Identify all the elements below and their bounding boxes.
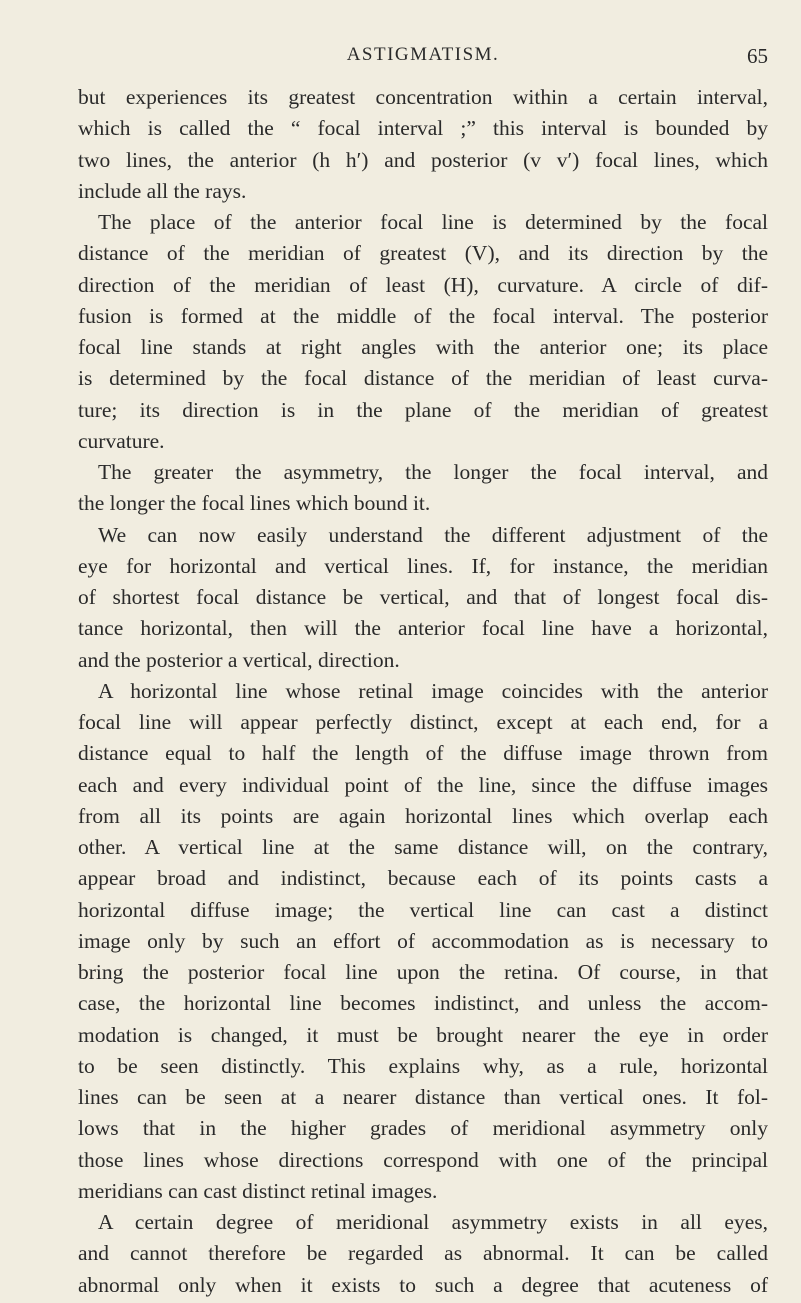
text-line: distance equal to half the length of the diffuse image thrown from xyxy=(78,741,768,766)
text-line: horizontal diffuse image; the vertical line can cast a distinct xyxy=(78,897,768,922)
running-head xyxy=(78,42,768,72)
text-line: focal line will appear perfectly distinct, except at each end, for a xyxy=(78,710,768,734)
body-text xyxy=(78,82,768,1301)
text-line: and cannot therefore be regarded as abnormal. It can be called xyxy=(78,1241,768,1266)
text-line: is determined by the focal distance of the meridian of least curva- xyxy=(78,366,768,391)
text-line: image only by such an effort of accommodation as is necessary to xyxy=(78,928,768,953)
text-line: appear broad and indistinct, because each of its points casts a xyxy=(78,866,768,891)
text-line: to be seen distinctly. This explains why, as a rule, horizontal xyxy=(78,1053,768,1078)
text-line: the longer the focal lines which bound it. xyxy=(78,491,431,516)
text-line: distance of the meridian of greatest (V), and its direction by the xyxy=(78,241,768,266)
text-line: which is called the “ focal interval ;” this interval is bounded by xyxy=(78,116,768,141)
text-line: modation is changed, it must be brought nearer the eye in order xyxy=(78,1022,768,1047)
text-line: but experiences its greatest concentration within a certain interval, xyxy=(78,85,768,109)
text-line: ture; its direction is in the plane of the meridian of greatest xyxy=(78,397,768,422)
text-line: two lines, the anterior (h h′) and posterior (v v′) focal lines, which xyxy=(78,147,768,172)
text-line: each and every individual point of the line, since the diffuse images xyxy=(78,772,768,797)
text-line: meridians can cast distinct retinal images. xyxy=(78,1178,438,1203)
text-line: fusion is formed at the middle of the focal interval. The posterior xyxy=(78,303,768,328)
running-title: ASTIGMATISM. xyxy=(346,44,500,65)
page-number: 65 xyxy=(747,44,768,68)
text-line: bring the posterior focal line upon the retina. Of course, in that xyxy=(78,960,768,984)
text-line: abnormal only when it exists to such a degree that acuteness of xyxy=(78,1272,768,1297)
text-line: other. A vertical line at the same distance will, on the contrary, xyxy=(78,835,768,859)
text-line: lines can be seen at a nearer distance than vertical ones. It fol- xyxy=(78,1085,768,1109)
text-line: those lines whose directions correspond with one of the principal xyxy=(78,1147,768,1172)
text-line: and the posterior a vertical, direction. xyxy=(78,647,400,672)
text-line: direction of the meridian of least (H), curvature. A circle of dif- xyxy=(78,272,768,297)
text-line: The place of the anterior focal line is determined by the focal xyxy=(98,210,768,234)
text-line: include all the rays. xyxy=(78,178,247,203)
text-line: A horizontal line whose retinal image coincides with the anterior xyxy=(98,678,768,703)
text-line: focal line stands at right angles with the anterior one; its place xyxy=(78,335,768,359)
text-line: lows that in the higher grades of meridional asymmetry only xyxy=(78,1116,768,1141)
text-line: curvature. xyxy=(78,428,165,453)
text-line: tance horizontal, then will the anterior focal line have a horizontal, xyxy=(78,616,768,641)
text-line: from all its points are again horizontal lines which overlap each xyxy=(78,803,768,828)
text-line: case, the horizontal line becomes indistinct, and unless the accom- xyxy=(78,991,768,1016)
text-line: eye for horizontal and vertical lines. If, for instance, the meridian xyxy=(78,553,768,578)
text-line: The greater the asymmetry, the longer the focal interval, and xyxy=(98,460,768,484)
text-line: A certain degree of meridional asymmetry exists in all eyes, xyxy=(98,1210,768,1234)
text-line: of shortest focal distance be vertical, and that of longest focal dis- xyxy=(78,585,768,609)
text-line: We can now easily understand the different adjustment of the xyxy=(98,522,768,547)
